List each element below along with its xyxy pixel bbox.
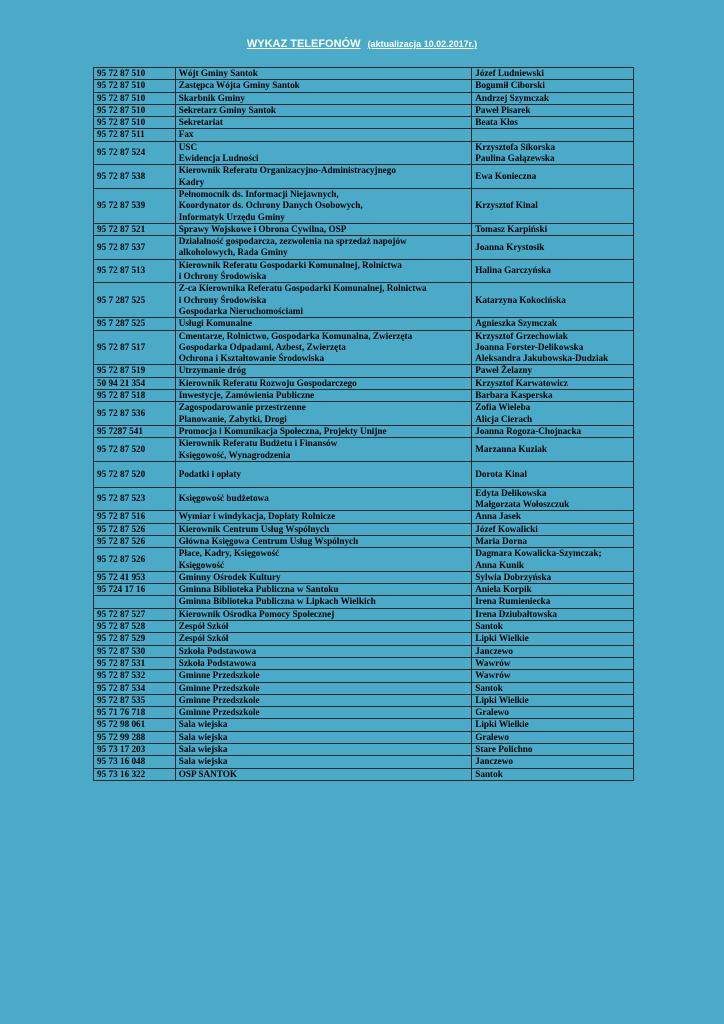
person-cell	[472, 461, 634, 487]
person-line: Halina Garczyńska	[475, 265, 551, 276]
department-cell	[175, 608, 472, 620]
phone-number-cell: 95 72 87 535	[94, 694, 176, 706]
table-row	[94, 390, 634, 402]
department-cell	[175, 377, 472, 389]
department-cell	[175, 756, 472, 768]
person-cell	[472, 318, 634, 330]
department-line: Zespół Szkół	[178, 633, 229, 644]
department-cell	[175, 104, 472, 116]
phone-number-cell: 95 72 87 536	[94, 402, 176, 426]
person-cell	[472, 425, 634, 437]
person-line: Santok	[475, 682, 503, 693]
person-cell	[472, 68, 634, 80]
department-line: Informatyk Urzędu Gminy	[178, 211, 285, 222]
phone-number-cell: 95 72 87 526	[94, 535, 176, 547]
table-row	[94, 548, 634, 572]
phone-number-cell: 95 72 87 528	[94, 621, 176, 633]
phone-number-cell: 95 72 87 517	[94, 330, 176, 365]
phone-directory-body	[94, 68, 634, 781]
person-cell	[472, 694, 634, 706]
department-cell	[175, 596, 472, 608]
table-row	[94, 756, 634, 768]
department-line: Kierownik Referatu Rozwoju Gospodarczego	[178, 377, 357, 388]
phone-number-cell: 95 72 87 530	[94, 645, 176, 657]
phone-number-cell: 95 72 87 513	[94, 259, 176, 283]
phone-number-cell: 95 7287 541	[94, 425, 176, 437]
person-cell	[472, 365, 634, 377]
person-cell	[472, 165, 634, 189]
department-line: Księgowość budżetowa	[178, 493, 269, 504]
table-row	[94, 621, 634, 633]
department-cell	[175, 548, 472, 572]
department-cell	[175, 682, 472, 694]
department-line: Księgowość, Wynagrodzenia	[178, 449, 291, 460]
person-cell	[472, 682, 634, 694]
department-cell	[175, 425, 472, 437]
department-cell	[175, 633, 472, 645]
phone-number-cell: 95 72 87 510	[94, 80, 176, 92]
phone-number-cell: 95 72 87 519	[94, 365, 176, 377]
person-line: Gralewo	[475, 731, 509, 742]
phone-number-cell: 95 72 87 510	[94, 104, 176, 116]
person-cell	[472, 731, 634, 743]
department-cell	[175, 719, 472, 731]
department-line: Sala wiejska	[178, 731, 228, 742]
department-cell	[175, 744, 472, 756]
department-cell	[175, 707, 472, 719]
person-cell	[472, 584, 634, 596]
department-cell	[175, 141, 472, 165]
table-row	[94, 633, 634, 645]
department-line: Wójt Gminy Santok	[178, 68, 258, 78]
department-line: Księgowość	[178, 559, 225, 570]
department-line: Pełnomocnik ds. Informacji Niejawnych,	[178, 188, 339, 199]
person-line: Beata Kłos	[475, 117, 518, 128]
person-cell	[472, 608, 634, 620]
phone-number-cell: 95 72 87 520	[94, 438, 176, 462]
person-cell	[472, 768, 634, 780]
person-cell	[472, 548, 634, 572]
person-line: Alicja Cierach	[475, 413, 533, 424]
phone-number-cell: 50 94 21 354	[94, 377, 176, 389]
phone-number-cell: 95 73 17 203	[94, 744, 176, 756]
person-line: Paweł Pisarek	[475, 104, 531, 115]
person-line: Irena Dziubałtowska	[475, 608, 557, 619]
table-row	[94, 596, 634, 608]
phone-number-cell: 95 72 87 524	[94, 141, 176, 165]
department-line: i Ochrony Środowiska	[178, 294, 267, 305]
department-line: Gminna Biblioteka Publiczna w Lipkach Wielkich	[178, 596, 376, 607]
department-line: Sprawy Wojskowe i Obrona Cywilna, OSP	[178, 223, 347, 234]
person-line: Maria Dorna	[475, 535, 528, 546]
department-cell	[175, 236, 472, 260]
table-row	[94, 402, 634, 426]
department-line: Cmentarze, Rolnictwo, Gospodarka Komunalna, Zwierzęta	[178, 330, 413, 341]
phone-number-cell: 95 72 87 520	[94, 461, 176, 487]
department-cell	[175, 487, 472, 511]
title-main: WYKAZ TELEFONÓW	[246, 38, 361, 50]
table-row	[94, 104, 634, 116]
person-cell	[472, 390, 634, 402]
phone-number-cell: 95 72 87 532	[94, 670, 176, 682]
person-line: Santok	[475, 768, 503, 779]
person-cell	[472, 188, 634, 223]
person-cell	[472, 535, 634, 547]
department-cell	[175, 670, 472, 682]
title-update-date: (aktualizacja 10.02.2017r.)	[367, 39, 478, 49]
department-line: Gminny Ośrodek Kultury	[178, 571, 281, 582]
department-cell	[175, 318, 472, 330]
department-cell	[175, 584, 472, 596]
department-line: Skarbnik Gminy	[178, 92, 245, 103]
department-line: OSP SANTOK	[178, 768, 237, 779]
phone-number-cell: 95 72 87 526	[94, 523, 176, 535]
department-line: Kierownik Ośrodka Pomocy Społecznej	[178, 608, 335, 619]
phone-number-cell: 95 72 41 953	[94, 571, 176, 583]
department-line: Gminne Przedszkole	[178, 682, 260, 693]
department-cell	[175, 535, 472, 547]
person-line: Zofia Wieleba	[475, 402, 531, 413]
person-line: Gralewo	[475, 707, 509, 718]
person-line: Tomasz Karpiński	[475, 223, 548, 234]
department-line: Zagospodarowanie przestrzenne	[178, 402, 306, 413]
department-line: i Ochrony Środowiska	[178, 271, 267, 282]
person-cell	[472, 402, 634, 426]
person-cell	[472, 744, 634, 756]
department-line: Gminna Biblioteka Publiczna w Santoku	[178, 584, 339, 595]
table-row	[94, 511, 634, 523]
department-line: Gminne Przedszkole	[178, 707, 260, 718]
table-row	[94, 80, 634, 92]
department-line: Kierownik Referatu Gospodarki Komunalnej, Rolnictwa	[178, 259, 402, 270]
table-row	[94, 694, 634, 706]
department-line: Sekretarz Gminy Santok	[178, 104, 277, 115]
department-cell	[175, 117, 472, 129]
department-line: Główna Księgowa Centrum Usług Wspólnych	[178, 535, 359, 546]
department-line: Fax	[178, 129, 194, 140]
department-cell	[175, 283, 472, 318]
department-cell	[175, 645, 472, 657]
person-line: Paweł Żelazny	[475, 365, 533, 376]
department-line: Z-ca Kierownika Referatu Gospodarki Komunalnej, Rolnictwa	[178, 283, 427, 294]
person-line: Ewa Konieczna	[475, 171, 537, 182]
person-line: Lipki Wielkie	[475, 719, 529, 730]
department-line: Sala wiejska	[178, 744, 228, 755]
phone-number-cell: 95 72 87 518	[94, 390, 176, 402]
table-row	[94, 188, 634, 223]
person-cell	[472, 670, 634, 682]
phone-directory-table	[93, 67, 634, 781]
department-line: Sekretariat	[178, 117, 223, 128]
department-line: Gminne Przedszkole	[178, 670, 260, 681]
person-cell	[472, 104, 634, 116]
person-line: Krzysztof Karwatowicz	[475, 377, 568, 388]
table-row	[94, 670, 634, 682]
phone-number-cell: 95 72 87 510	[94, 92, 176, 104]
department-cell	[175, 390, 472, 402]
department-line: alkoholowych, Rada Gminy	[178, 247, 288, 258]
person-cell	[472, 129, 634, 141]
person-line: Katarzyna Kokocińska	[475, 294, 566, 305]
department-cell	[175, 223, 472, 235]
table-row	[94, 682, 634, 694]
phone-number-cell: 95 72 87 516	[94, 511, 176, 523]
person-cell	[472, 259, 634, 283]
table-row	[94, 571, 634, 583]
department-cell	[175, 511, 472, 523]
department-cell	[175, 438, 472, 462]
person-line: Irena Rumieniecka	[475, 596, 551, 607]
person-line: Anna Jasek	[475, 511, 521, 522]
department-line: Zastępca Wójta Gminy Santok	[178, 80, 300, 91]
person-cell	[472, 756, 634, 768]
phone-number-cell: 95 72 87 529	[94, 633, 176, 645]
phone-number-cell: 95 7 287 525	[94, 283, 176, 318]
department-line: Kierownik Referatu Organizacyjno-Administracyjnego	[178, 165, 396, 176]
person-cell	[472, 117, 634, 129]
table-row	[94, 438, 634, 462]
person-line: Edyta Delikowska	[475, 487, 547, 498]
person-line: Bogumił Ciborski	[475, 80, 545, 91]
department-cell	[175, 80, 472, 92]
department-line: Sala wiejska	[178, 756, 228, 767]
person-cell	[472, 141, 634, 165]
person-line: Wawrów	[475, 670, 511, 681]
person-line: Joanna Krystosik	[475, 241, 545, 252]
person-cell	[472, 377, 634, 389]
person-cell	[472, 657, 634, 669]
department-line: USC	[178, 141, 198, 152]
phone-number-cell: 95 724 17 16	[94, 584, 176, 596]
table-row	[94, 645, 634, 657]
table-row	[94, 707, 634, 719]
department-cell	[175, 165, 472, 189]
department-cell	[175, 523, 472, 535]
table-row	[94, 365, 634, 377]
table-row	[94, 236, 634, 260]
person-line: Józef Ludniewski	[475, 68, 544, 78]
person-cell	[472, 719, 634, 731]
department-cell	[175, 571, 472, 583]
phone-number-cell: 95 72 87 521	[94, 223, 176, 235]
person-line: Aniela Korpik	[475, 584, 532, 595]
department-line: Planowanie, Zabytki, Drogi	[178, 413, 287, 424]
phone-number-cell: 95 72 98 061	[94, 719, 176, 731]
phone-number-cell: 95 72 87 537	[94, 236, 176, 260]
person-line: Dorota Kinal	[475, 468, 527, 479]
phone-number-cell: 95 72 87 511	[94, 129, 176, 141]
table-row	[94, 731, 634, 743]
person-line: Anna Kunik	[475, 559, 525, 570]
phone-number-cell: 95 72 87 527	[94, 608, 176, 620]
table-row	[94, 129, 634, 141]
person-cell	[472, 633, 634, 645]
person-cell	[472, 645, 634, 657]
table-row	[94, 535, 634, 547]
person-line: Krzysztof Kinal	[475, 200, 538, 211]
table-row	[94, 318, 634, 330]
department-line: Szkoła Podstawowa	[178, 657, 257, 668]
person-cell	[472, 80, 634, 92]
page-title	[0, 38, 724, 50]
person-line: Dagmara Kowalicka-Szymczak;	[475, 548, 602, 559]
person-cell	[472, 330, 634, 365]
department-cell	[175, 621, 472, 633]
department-cell	[175, 68, 472, 80]
person-line: Joanna Forster-Delikowska	[475, 341, 584, 352]
department-line: Kierownik Referatu Budżetu i Finansów	[178, 438, 338, 449]
table-row	[94, 92, 634, 104]
table-row	[94, 584, 634, 596]
phone-number-cell: 95 73 16 048	[94, 756, 176, 768]
table-row	[94, 523, 634, 535]
person-cell	[472, 511, 634, 523]
person-line: Sylwia Dobrzyńska	[475, 571, 552, 582]
table-row	[94, 657, 634, 669]
phone-number-cell: 95 72 87 510	[94, 117, 176, 129]
department-line: Usługi Komunalne	[178, 318, 252, 329]
table-row	[94, 461, 634, 487]
table-row	[94, 719, 634, 731]
department-line: Płace, Kadry, Księgowość	[178, 548, 280, 559]
department-cell	[175, 188, 472, 223]
person-line: Aleksandra Jakubowska-Dudziak	[475, 353, 609, 364]
department-line: Szkoła Podstawowa	[178, 645, 257, 656]
person-line: Krzysztofa Sikorska	[475, 141, 556, 152]
person-cell	[472, 236, 634, 260]
person-line: Marzanna Kuziak	[475, 443, 547, 454]
department-cell	[175, 731, 472, 743]
phone-number-cell: 95 72 99 288	[94, 731, 176, 743]
department-cell	[175, 461, 472, 487]
department-line: Zespół Szkół	[178, 621, 229, 632]
department-line: Koordynator ds. Ochrony Danych Osobowych,	[178, 200, 363, 211]
person-line: Józef Kowalicki	[475, 523, 538, 534]
person-cell	[472, 707, 634, 719]
phone-number-cell: 95 72 87 523	[94, 487, 176, 511]
phone-number-cell: 95 73 16 322	[94, 768, 176, 780]
person-cell	[472, 92, 634, 104]
department-line: Utrzymanie dróg	[178, 365, 246, 376]
person-line: Wawrów	[475, 657, 511, 668]
department-line: Działalność gospodarcza, zezwolenia na sprzedaż napojów	[178, 236, 407, 247]
person-cell	[472, 223, 634, 235]
phone-number-cell: 95 71 76 718	[94, 707, 176, 719]
department-cell	[175, 657, 472, 669]
phone-number-cell	[94, 596, 176, 608]
person-cell	[472, 283, 634, 318]
department-line: Gospodarka Nieruchomościami	[178, 305, 303, 316]
person-line: Santok	[475, 621, 503, 632]
person-line: Agnieszka Szymczak	[475, 318, 558, 329]
person-cell	[472, 571, 634, 583]
phone-number-cell: 95 72 87 538	[94, 165, 176, 189]
department-line: Inwestycje, Zamówienia Publiczne	[178, 390, 315, 401]
table-row	[94, 330, 634, 365]
person-line: Andrzej Szymczak	[475, 92, 549, 103]
table-row	[94, 259, 634, 283]
person-line: Lipki Wielkie	[475, 633, 529, 644]
person-cell	[472, 596, 634, 608]
table-row	[94, 68, 634, 80]
person-cell	[472, 621, 634, 633]
department-cell	[175, 330, 472, 365]
department-line: Podatki i opłaty	[178, 468, 241, 479]
table-row	[94, 223, 634, 235]
phone-number-cell: 95 72 87 526	[94, 548, 176, 572]
person-line: Lipki Wielkie	[475, 694, 529, 705]
table-row	[94, 165, 634, 189]
person-line: Małgorzata Wołoszczuk	[475, 499, 570, 510]
table-row	[94, 608, 634, 620]
table-row	[94, 117, 634, 129]
person-line: Janczewo	[475, 645, 513, 656]
department-line: Kierownik Centrum Usług Wspólnych	[178, 523, 330, 534]
person-line: Stare Polichno	[475, 744, 533, 755]
table-row	[94, 425, 634, 437]
table-row	[94, 141, 634, 165]
phone-number-cell: 95 72 87 534	[94, 682, 176, 694]
person-line: Paulina Gałązewska	[475, 153, 555, 164]
department-cell	[175, 402, 472, 426]
person-cell	[472, 487, 634, 511]
department-line: Kadry	[178, 176, 205, 187]
department-cell	[175, 694, 472, 706]
table-row	[94, 487, 634, 511]
department-line: Promocja i Komunikacja Społeczna, Projekty Unijne	[178, 425, 387, 436]
department-line: Gospodarka Odpadami, Azbest, Zwierzęta	[178, 341, 346, 352]
department-cell	[175, 365, 472, 377]
department-line: Ewidencja Ludności	[178, 153, 259, 164]
department-line: Sala wiejska	[178, 719, 228, 730]
department-cell	[175, 129, 472, 141]
department-cell	[175, 768, 472, 780]
department-line: Ochrona i Kształtowanie Środowiska	[178, 353, 325, 364]
person-line: Barbara Kasperska	[475, 390, 553, 401]
phone-number-cell: 95 72 87 510	[94, 68, 176, 80]
phone-number-cell: 95 72 87 531	[94, 657, 176, 669]
person-line: Joanna Rogoza-Chojnacka	[475, 425, 582, 436]
table-row	[94, 768, 634, 780]
department-cell	[175, 259, 472, 283]
table-row	[94, 283, 634, 318]
table-row	[94, 377, 634, 389]
person-cell	[472, 438, 634, 462]
phone-number-cell: 95 72 87 539	[94, 188, 176, 223]
department-line: Wymiar i windykacja, Dopłaty Rolnicze	[178, 511, 336, 522]
person-line: Krzysztof Grzechowiak	[475, 330, 568, 341]
department-line: Gminne Przedszkole	[178, 694, 260, 705]
person-line: Janczewo	[475, 756, 513, 767]
department-cell	[175, 92, 472, 104]
phone-number-cell: 95 7 287 525	[94, 318, 176, 330]
table-row	[94, 744, 634, 756]
person-cell	[472, 523, 634, 535]
